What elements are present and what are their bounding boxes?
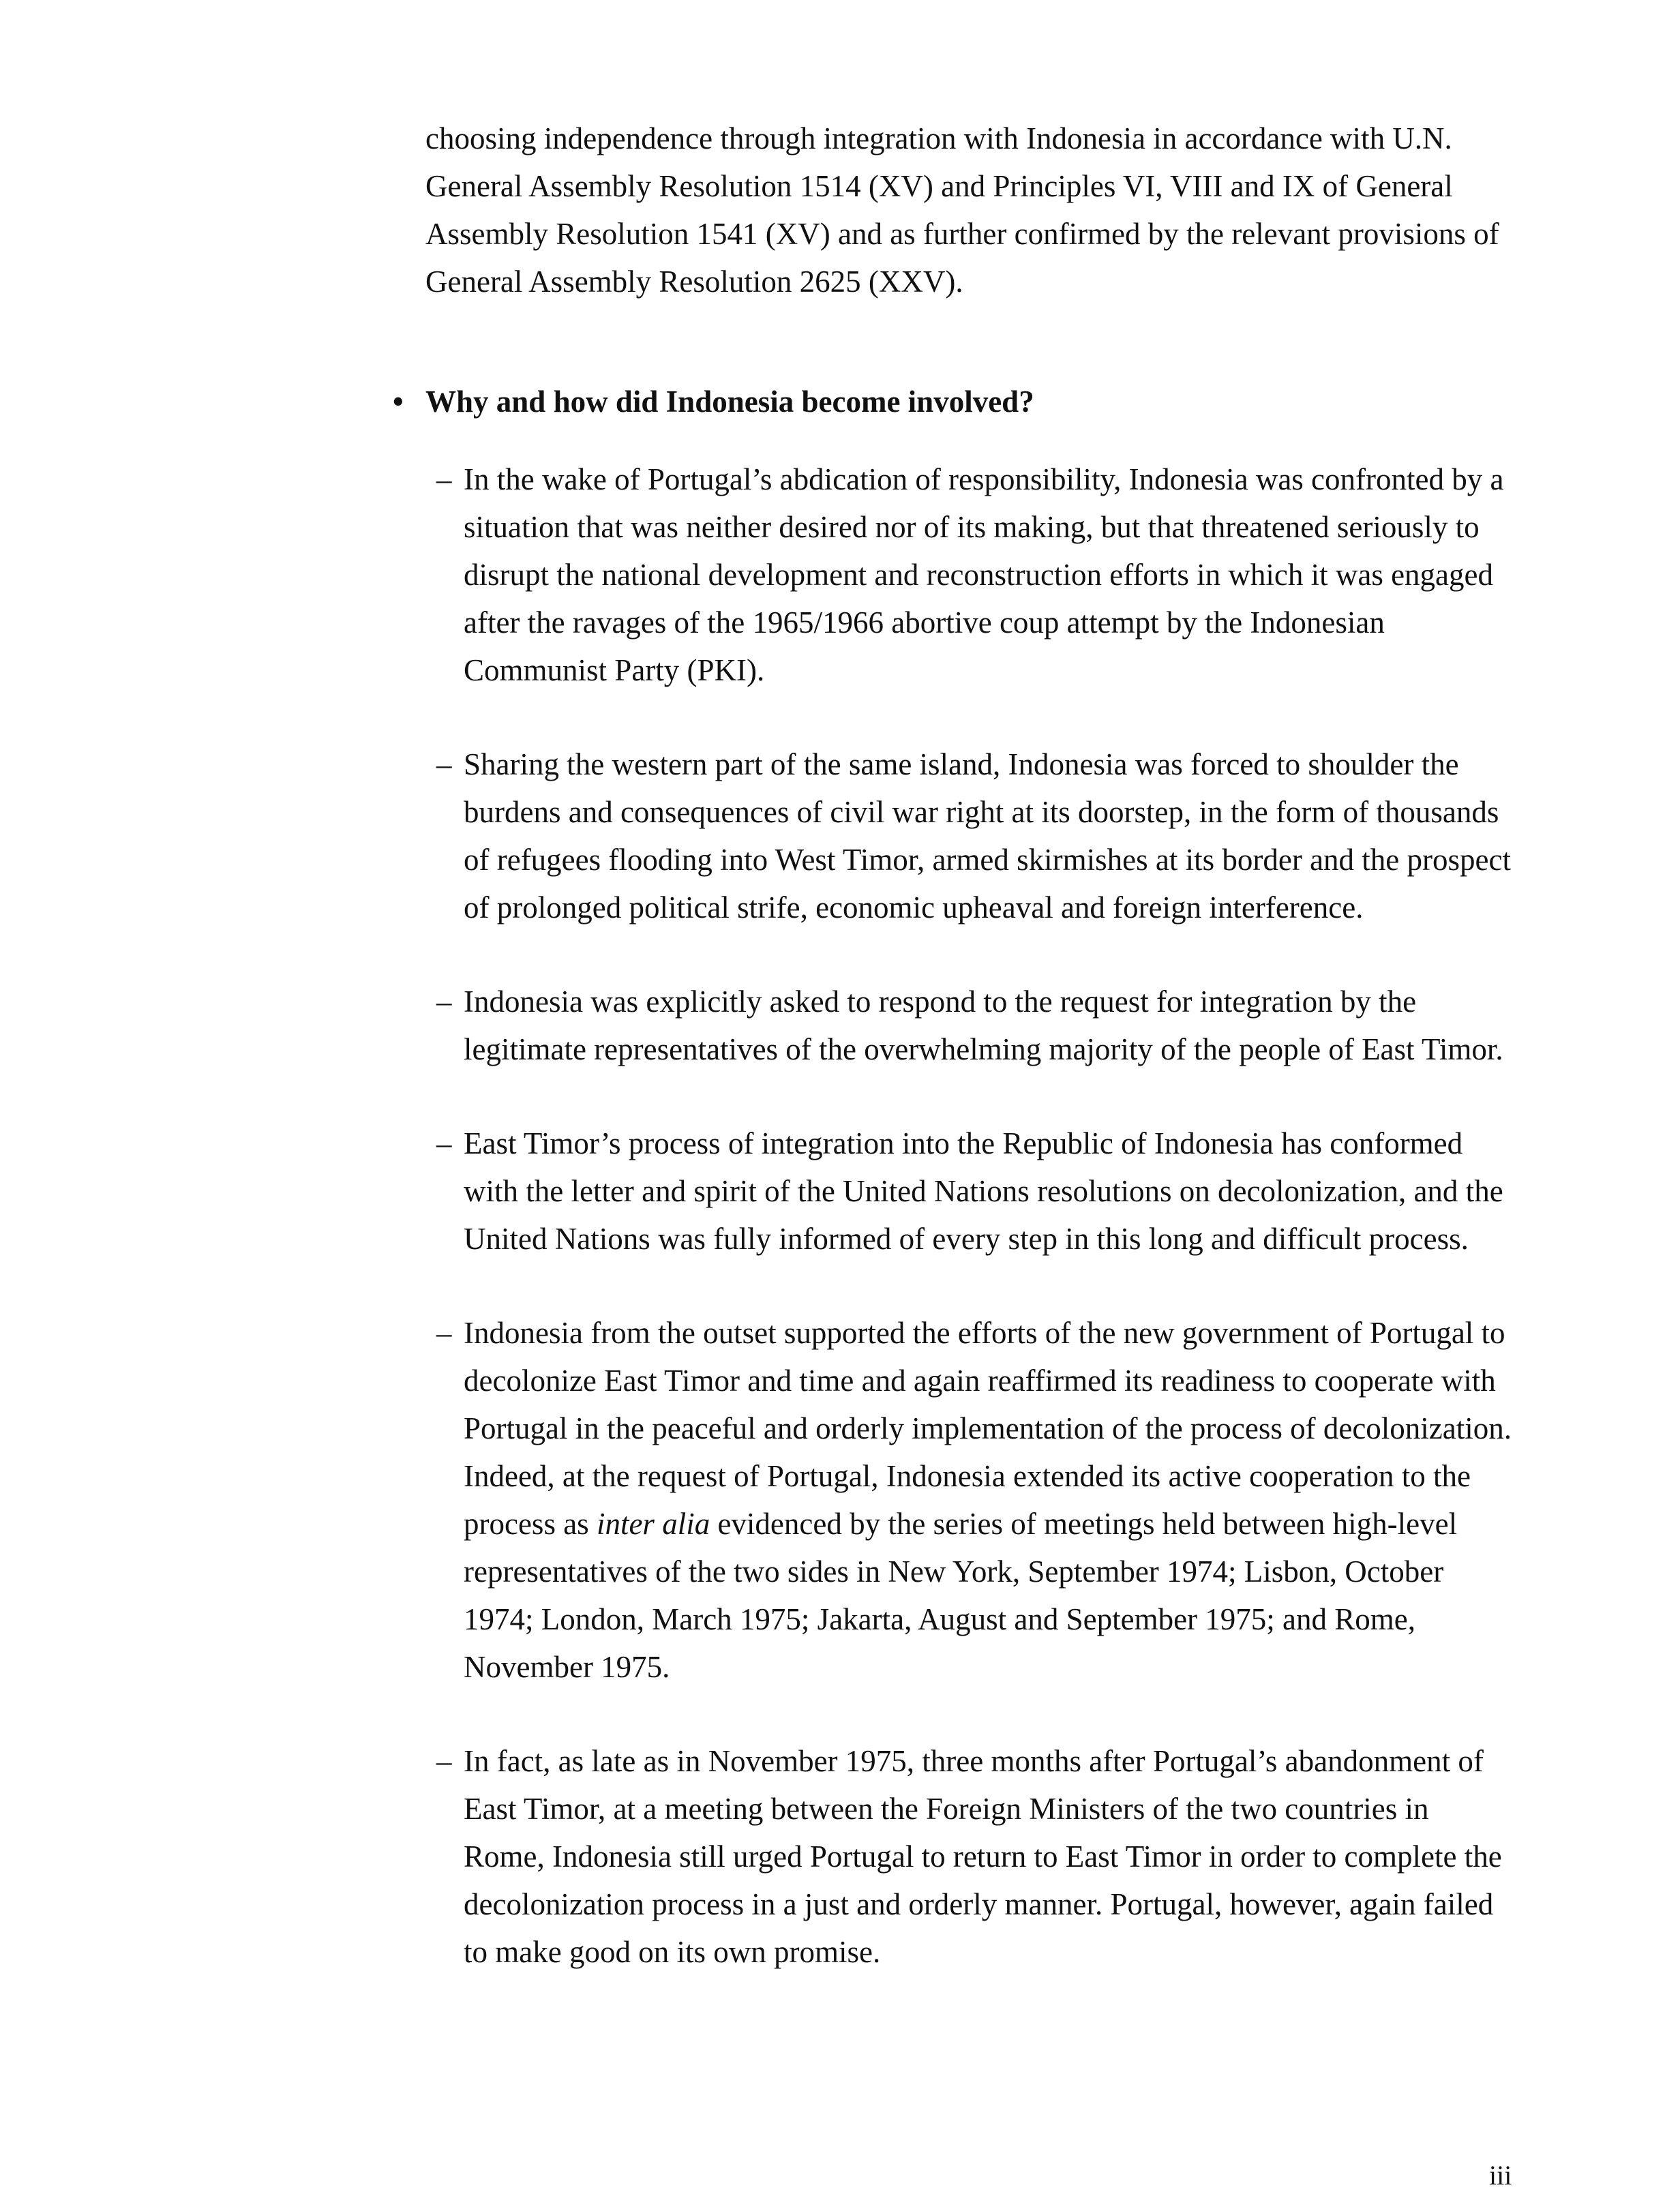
section-heading xyxy=(393,378,1511,425)
intro-paragraph: choosing independence through integration with Indonesia in accordance with U.N. General Assembly Resolution 1514 (XV) and Principles VI, VIII and IX of General Assembly Resolution 1541 (XV) and as further confirmed by the relevant provisions of General Assembly Resolution 2625 (XXV). xyxy=(425,121,1499,299)
list-item-text-before: Indonesia from the outset supported the efforts of the new government of Portugal to decolonize East Timor and time and again reaffirmed its readiness to cooperate with Portugal in the peaceful and orderly implementation of the process of decolonization. Indeed, at the request of Portugal, Indonesia extended its active cooperation to the process as xyxy=(464,1316,1512,1541)
bullet-glyph: • xyxy=(393,385,404,419)
italic-phrase: inter alia xyxy=(596,1507,710,1541)
section-heading-text: Why and how did Indonesia become involved? xyxy=(425,385,1034,419)
list-item xyxy=(436,1737,1514,1976)
dash-glyph: – xyxy=(436,985,452,1019)
dash-glyph: – xyxy=(436,747,452,781)
list-item-text-after: evidenced by the series of meetings held between high-level representatives of the two sides in New York, September 1974; Lisbon, October 1974; London, March 1975; Jakarta, August and September 1975; and Rome, November 1975. xyxy=(464,1507,1458,1684)
list-item xyxy=(436,455,1514,694)
dash-glyph: – xyxy=(436,1316,452,1350)
list-item xyxy=(436,978,1514,1073)
answer-list xyxy=(436,455,1514,2022)
list-item-text: Indonesia was explicitly asked to respond to the request for integration by the legitimate representatives of the overwhelming majority of the people of East Timor. xyxy=(464,985,1503,1066)
list-item-text: Sharing the western part of the same island, Indonesia was forced to shoulder the burdens and consequences of civil war right at its doorstep, in the form of thousands of refugees flooding into West Timor, armed skirmishes at its border and the prospect of prolonged political strife, economic upheaval and foreign interference. xyxy=(464,747,1511,925)
list-item xyxy=(436,740,1514,931)
page-number: iii xyxy=(1489,2160,1512,2191)
list-item-text: In fact, as late as in November 1975, three months after Portugal’s abandonment of East Timor, at a meeting between the Foreign Ministers of the two countries in Rome, Indonesia still urged Portugal to return to East Timor in order to complete the decolonization process in a just and orderly manner. Portugal, however, again failed to make good on its own promise. xyxy=(464,1744,1502,1969)
dash-glyph: – xyxy=(436,1126,452,1160)
dash-glyph: – xyxy=(436,462,452,496)
dash-glyph: – xyxy=(436,1744,452,1778)
list-item-text: East Timor’s process of integration into the Republic of Indonesia has conformed with the letter and spirit of the United Nations resolutions on decolonization, and the United Nations was fully informed of every step in this long and difficult process. xyxy=(464,1126,1503,1256)
list-item xyxy=(436,1119,1514,1263)
list-item-text: In the wake of Portugal’s abdication of responsibility, Indonesia was confronted by a situation that was neither desired nor of its making, but that threatened seriously to disrupt the national development and reconstruction efforts in which it was engaged after the ravages of the 1965/1966 abortive coup attempt by the Indonesian Communist Party (PKI). xyxy=(464,462,1504,687)
list-item xyxy=(436,1309,1514,1691)
